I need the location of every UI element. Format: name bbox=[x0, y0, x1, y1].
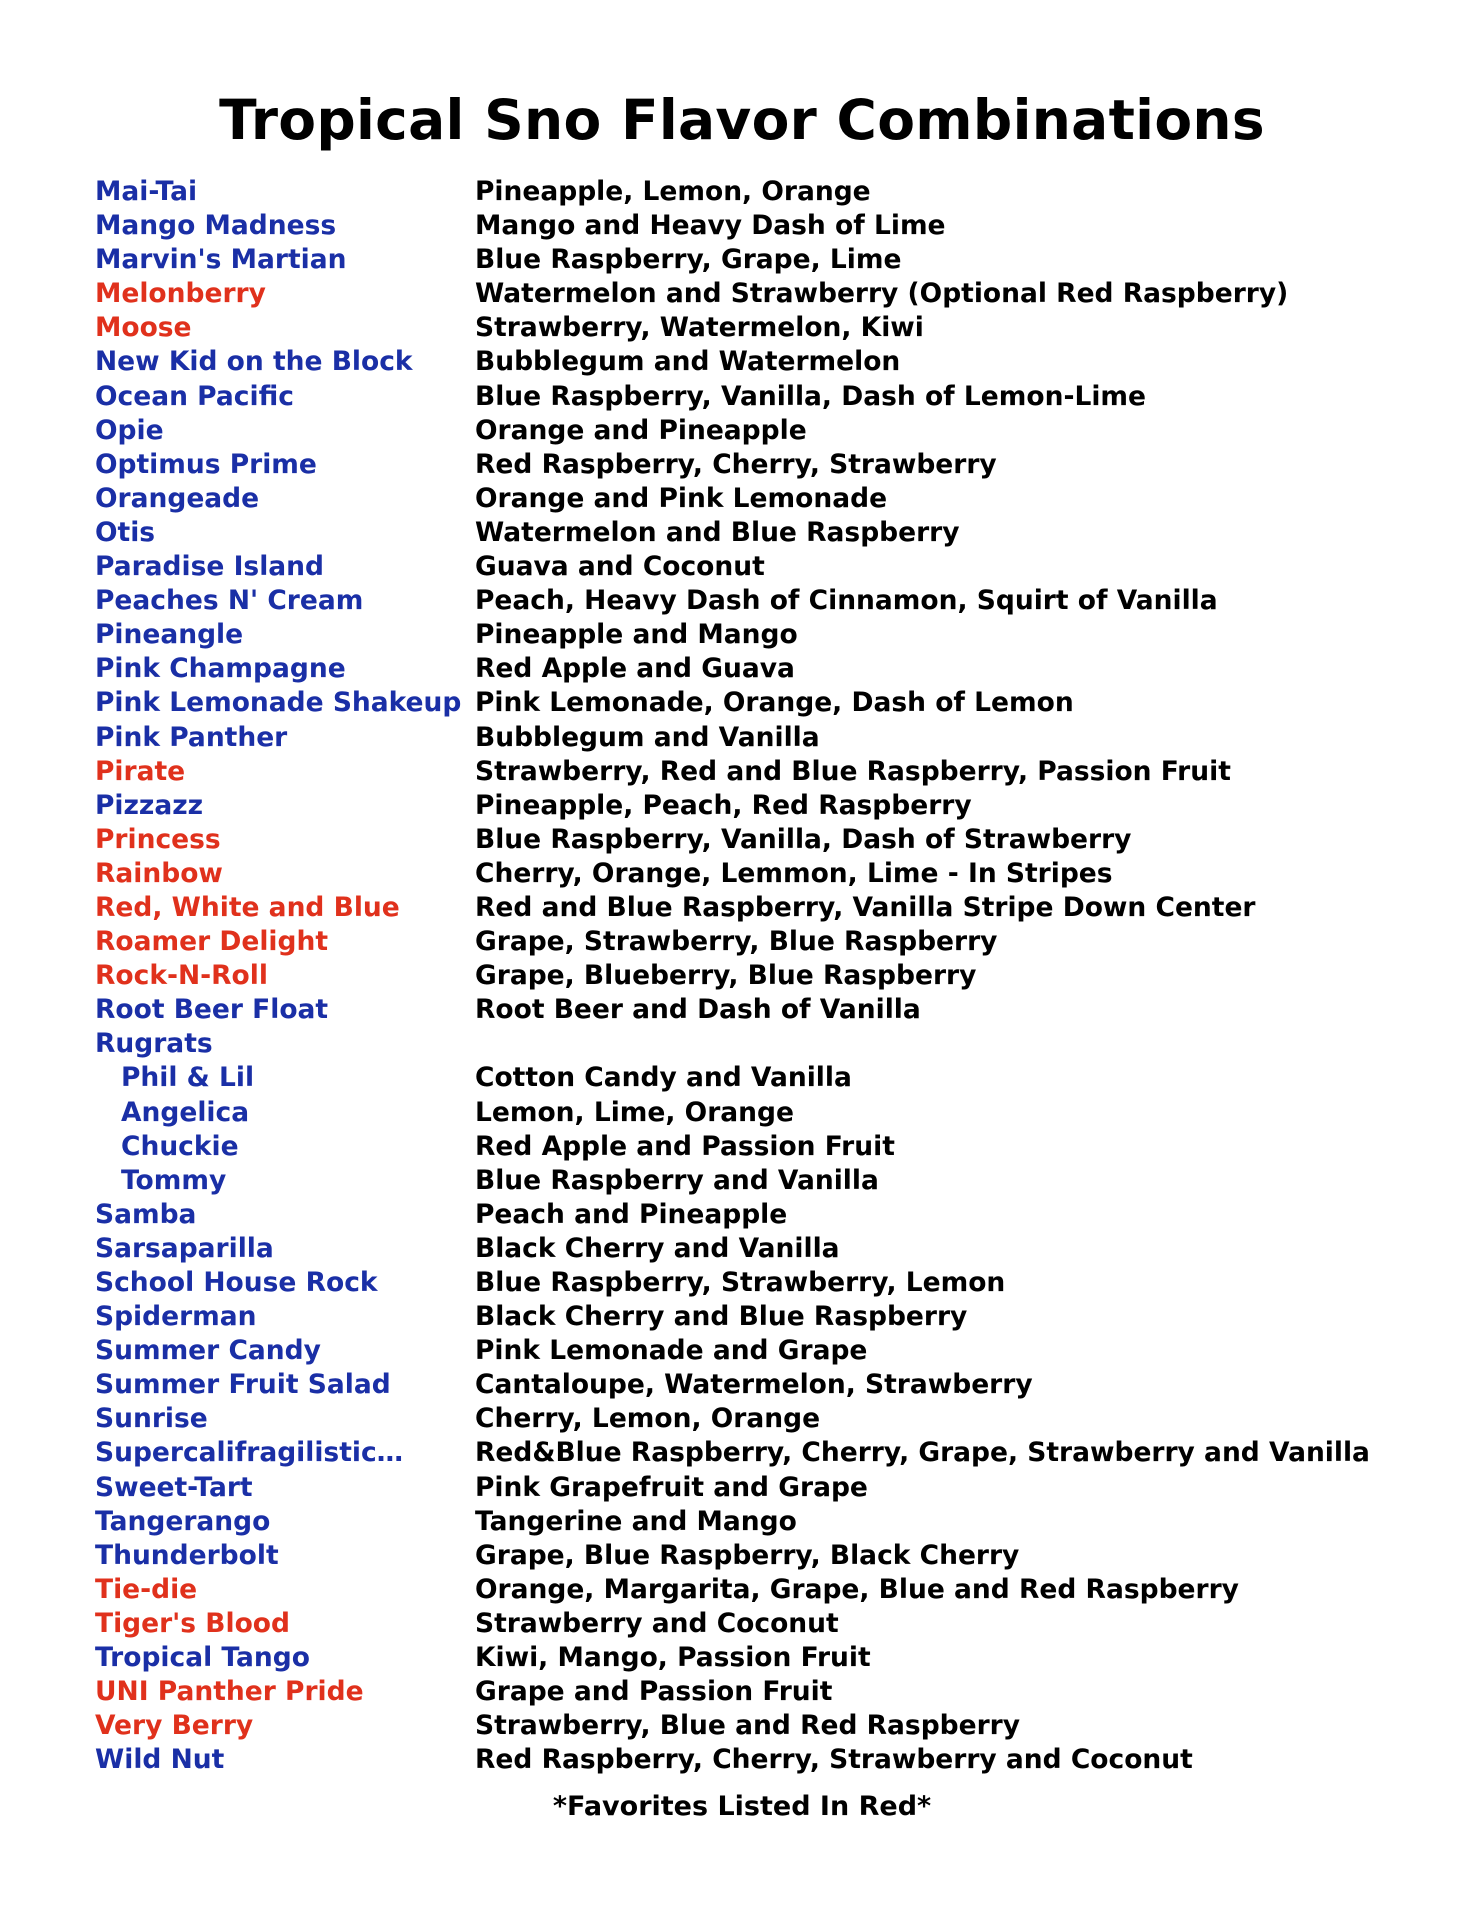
flavor-name: Mai-Tai bbox=[95, 176, 198, 207]
flavor-row bbox=[95, 1743, 1455, 1777]
flavor-row bbox=[95, 1471, 1455, 1505]
sub-flavor-name: Angelica bbox=[121, 1096, 250, 1128]
flavor-name: Melonberry bbox=[95, 278, 266, 310]
flavor-combination: Blue Raspberry, Vanilla, Dash of Strawberry bbox=[475, 823, 1132, 855]
flavor-name: Tie-die bbox=[95, 1573, 198, 1605]
flavor-combination: Pink Grapefruit and Grape bbox=[475, 1471, 868, 1503]
flavor-row bbox=[95, 1334, 1455, 1368]
flavor-combination: Strawberry, Watermelon, Kiwi bbox=[475, 312, 924, 344]
flavor-combination: Lemon, Lime, Orange bbox=[475, 1096, 794, 1128]
flavor-row bbox=[95, 1027, 1455, 1061]
flavor-name: Marvin's Martian bbox=[95, 244, 347, 276]
flavor-row bbox=[95, 1436, 1455, 1470]
flavor-row bbox=[95, 1675, 1455, 1709]
flavor-name: Root Beer Float bbox=[95, 994, 329, 1026]
flavor-row bbox=[95, 755, 1455, 789]
flavor-name: Sarsaparilla bbox=[95, 1232, 274, 1264]
flavor-name: New Kid on the Block bbox=[95, 346, 413, 378]
flavor-combination: Red and Blue Raspberry, Vanilla Stripe Down Center bbox=[475, 891, 1256, 923]
flavor-row bbox=[95, 448, 1455, 482]
flavor-combination: Blue Raspberry, Strawberry, Lemon bbox=[475, 1267, 1006, 1298]
flavor-row bbox=[95, 414, 1455, 448]
flavor-name: Wild Nut bbox=[95, 1744, 225, 1776]
flavor-combination: Orange and Pineapple bbox=[475, 414, 807, 446]
flavor-name: Supercalifragilistic… bbox=[95, 1437, 404, 1469]
flavor-combination: Watermelon and Strawberry (Optional Red Raspberry) bbox=[475, 278, 1289, 310]
flavor-name: Pizzazz bbox=[95, 789, 204, 821]
flavor-row bbox=[95, 380, 1455, 414]
flavor-name: Orangeade bbox=[95, 482, 260, 514]
flavor-combination: Cantaloupe, Watermelon, Strawberry bbox=[475, 1369, 1033, 1401]
flavor-name: Pink Panther bbox=[95, 721, 288, 753]
flavor-combination: Strawberry, Blue and Red Raspberry bbox=[475, 1710, 1021, 1742]
flavor-combination: Peach, Heavy Dash of Cinnamon, Squirt of Vanilla bbox=[475, 585, 1218, 617]
flavor-combination: Tangerine and Mango bbox=[475, 1505, 797, 1537]
flavor-name: Tiger's Blood bbox=[95, 1607, 290, 1639]
flavor-name: Pink Champagne bbox=[95, 653, 346, 685]
flavor-combination: Cotton Candy and Vanilla bbox=[475, 1062, 852, 1094]
flavor-row bbox=[95, 823, 1455, 857]
sub-flavor-name: Chuckie bbox=[121, 1130, 239, 1162]
flavor-name: Paradise Island bbox=[95, 551, 325, 583]
flavor-name: Pirate bbox=[95, 755, 186, 787]
flavor-list bbox=[95, 175, 1455, 1777]
flavor-name: Summer Fruit Salad bbox=[95, 1369, 391, 1401]
flavor-name: Pink Lemonade Shakeup bbox=[95, 687, 462, 719]
flavor-row bbox=[95, 1368, 1455, 1402]
flavor-combination: Black Cherry and Blue Raspberry bbox=[475, 1301, 968, 1333]
flavor-row bbox=[95, 789, 1455, 823]
flavor-combination: Pineapple, Peach, Red Raspberry bbox=[475, 789, 972, 821]
flavor-row bbox=[95, 1232, 1455, 1266]
flavor-combination: Kiwi, Mango, Passion Fruit bbox=[475, 1642, 871, 1674]
flavor-combination: Grape and Passion Fruit bbox=[475, 1676, 833, 1708]
flavor-row bbox=[95, 1061, 1455, 1095]
flavor-name: Very Berry bbox=[95, 1710, 254, 1742]
flavor-combination: Red Apple and Guava bbox=[475, 653, 795, 685]
flavor-combination: Orange, Margarita, Grape, Blue and Red Raspberry bbox=[475, 1573, 1239, 1605]
flavor-name: Summer Candy bbox=[95, 1335, 321, 1367]
flavor-row bbox=[95, 1402, 1455, 1436]
flavor-name: Samba bbox=[95, 1198, 197, 1230]
flavor-name: Spiderman bbox=[95, 1301, 257, 1333]
flavor-name: Tangerango bbox=[95, 1505, 271, 1537]
flavor-row bbox=[95, 1300, 1455, 1334]
flavor-name: Mango Madness bbox=[95, 210, 337, 242]
flavor-combination: Red&Blue Raspberry, Cherry, Grape, Strawberry and Vanilla bbox=[475, 1437, 1370, 1469]
page-title: Tropical Sno Flavor Combinations bbox=[219, 88, 1265, 152]
flavor-combination: Peach and Pineapple bbox=[475, 1198, 788, 1230]
flavor-row bbox=[95, 482, 1455, 516]
flavor-name: Rainbow bbox=[95, 857, 223, 889]
flavor-row bbox=[95, 1709, 1455, 1743]
flavor-combination: Mango and Heavy Dash of Lime bbox=[475, 210, 946, 242]
flavor-combination: Cherry, Orange, Lemmon, Lime - In Stripes bbox=[475, 857, 1113, 889]
flavor-name: Roamer Delight bbox=[95, 926, 329, 958]
flavor-combination: Red Raspberry, Cherry, Strawberry bbox=[475, 448, 997, 480]
flavor-name: Princess bbox=[95, 823, 221, 855]
flavor-row bbox=[95, 1096, 1455, 1130]
flavor-row bbox=[95, 516, 1455, 550]
flavor-row bbox=[95, 1607, 1455, 1641]
flavor-row bbox=[95, 1266, 1455, 1300]
flavor-name: Optimus Prime bbox=[95, 448, 317, 480]
flavor-row bbox=[95, 311, 1455, 345]
flavor-row bbox=[95, 618, 1455, 652]
flavor-combination: Blue Raspberry and Vanilla bbox=[475, 1164, 879, 1196]
flavor-name: Thunderbolt bbox=[95, 1539, 279, 1571]
flavor-row bbox=[95, 686, 1455, 720]
flavor-row bbox=[95, 857, 1455, 891]
flavor-name: UNI Panther Pride bbox=[95, 1676, 364, 1708]
flavor-name: Tropical Tango bbox=[95, 1642, 310, 1674]
flavor-combination: Grape, Blue Raspberry, Black Cherry bbox=[475, 1539, 1020, 1571]
flavor-combination: Blue Raspberry, Vanilla, Dash of Lemon-Lime bbox=[475, 380, 1147, 412]
flavor-combination: Red Apple and Passion Fruit bbox=[475, 1130, 895, 1162]
flavor-name: Opie bbox=[95, 414, 164, 446]
flavor-row bbox=[95, 959, 1455, 993]
flavor-name: Red, White and Blue bbox=[95, 891, 400, 923]
flavor-combination: Pink Lemonade, Orange, Dash of Lemon bbox=[475, 687, 1074, 719]
flavor-combination: Cherry, Lemon, Orange bbox=[475, 1403, 821, 1435]
flavor-row bbox=[95, 243, 1455, 277]
flavor-combination: Bubblegum and Vanilla bbox=[475, 721, 820, 753]
flavor-combination: Blue Raspberry, Grape, Lime bbox=[475, 244, 902, 276]
flavor-row bbox=[95, 1641, 1455, 1675]
flavor-name: Rock-N-Roll bbox=[95, 960, 268, 992]
flavor-combination: Pineapple and Mango bbox=[475, 619, 798, 651]
flavor-row bbox=[95, 652, 1455, 686]
flavor-combination: Guava and Coconut bbox=[475, 551, 765, 583]
flavor-combination: Strawberry, Red and Blue Raspberry, Passion Fruit bbox=[475, 755, 1231, 787]
flavor-row bbox=[95, 1130, 1455, 1164]
flavor-combination: Orange and Pink Lemonade bbox=[475, 482, 888, 514]
flavor-row bbox=[95, 550, 1455, 584]
flavor-combination: Red Raspberry, Cherry, Strawberry and Coconut bbox=[475, 1744, 1193, 1776]
flavor-name: Rugrats bbox=[95, 1028, 213, 1060]
flavor-combination: Black Cherry and Vanilla bbox=[475, 1232, 840, 1264]
flavor-combination: Grape, Strawberry, Blue Raspberry bbox=[475, 926, 998, 958]
flavor-name: Ocean Pacific bbox=[95, 380, 294, 412]
flavor-combination: Bubblegum and Watermelon bbox=[475, 346, 901, 378]
flavor-name: Peaches N' Cream bbox=[95, 585, 364, 617]
sub-flavor-name: Phil & Lil bbox=[121, 1062, 255, 1094]
flavor-row bbox=[95, 1573, 1455, 1607]
flavor-row bbox=[95, 1539, 1455, 1573]
flavor-row bbox=[95, 277, 1455, 311]
favorites-note: *Favorites Listed In Red* bbox=[552, 1791, 932, 1822]
flavor-combination: Grape, Blueberry, Blue Raspberry bbox=[475, 960, 977, 992]
flavor-row bbox=[95, 721, 1455, 755]
flavor-name: Pineangle bbox=[95, 619, 244, 651]
flavor-name: Sunrise bbox=[95, 1403, 208, 1435]
flavor-combination: Pink Lemonade and Grape bbox=[475, 1335, 868, 1367]
flavor-combination: Strawberry and Coconut bbox=[475, 1607, 839, 1639]
flavor-row bbox=[95, 175, 1455, 209]
flavor-name: Otis bbox=[95, 516, 156, 548]
flavor-row bbox=[95, 209, 1455, 243]
flavor-combination: Pineapple, Lemon, Orange bbox=[475, 176, 871, 207]
sub-flavor-name: Tommy bbox=[121, 1164, 227, 1196]
flavor-row bbox=[95, 1505, 1455, 1539]
flavor-combination: Watermelon and Blue Raspberry bbox=[475, 516, 960, 548]
flavor-name: School House Rock bbox=[95, 1267, 378, 1298]
flavor-row bbox=[95, 891, 1455, 925]
flavor-row bbox=[95, 584, 1455, 618]
flavor-combination: Root Beer and Dash of Vanilla bbox=[475, 994, 921, 1026]
flavor-name: Sweet-Tart bbox=[95, 1471, 253, 1503]
flavor-row bbox=[95, 993, 1455, 1027]
flavor-name: Moose bbox=[95, 312, 192, 344]
flavor-row bbox=[95, 1198, 1455, 1232]
flavor-row bbox=[95, 1164, 1455, 1198]
flavor-row bbox=[95, 925, 1455, 959]
flavor-row bbox=[95, 345, 1455, 379]
